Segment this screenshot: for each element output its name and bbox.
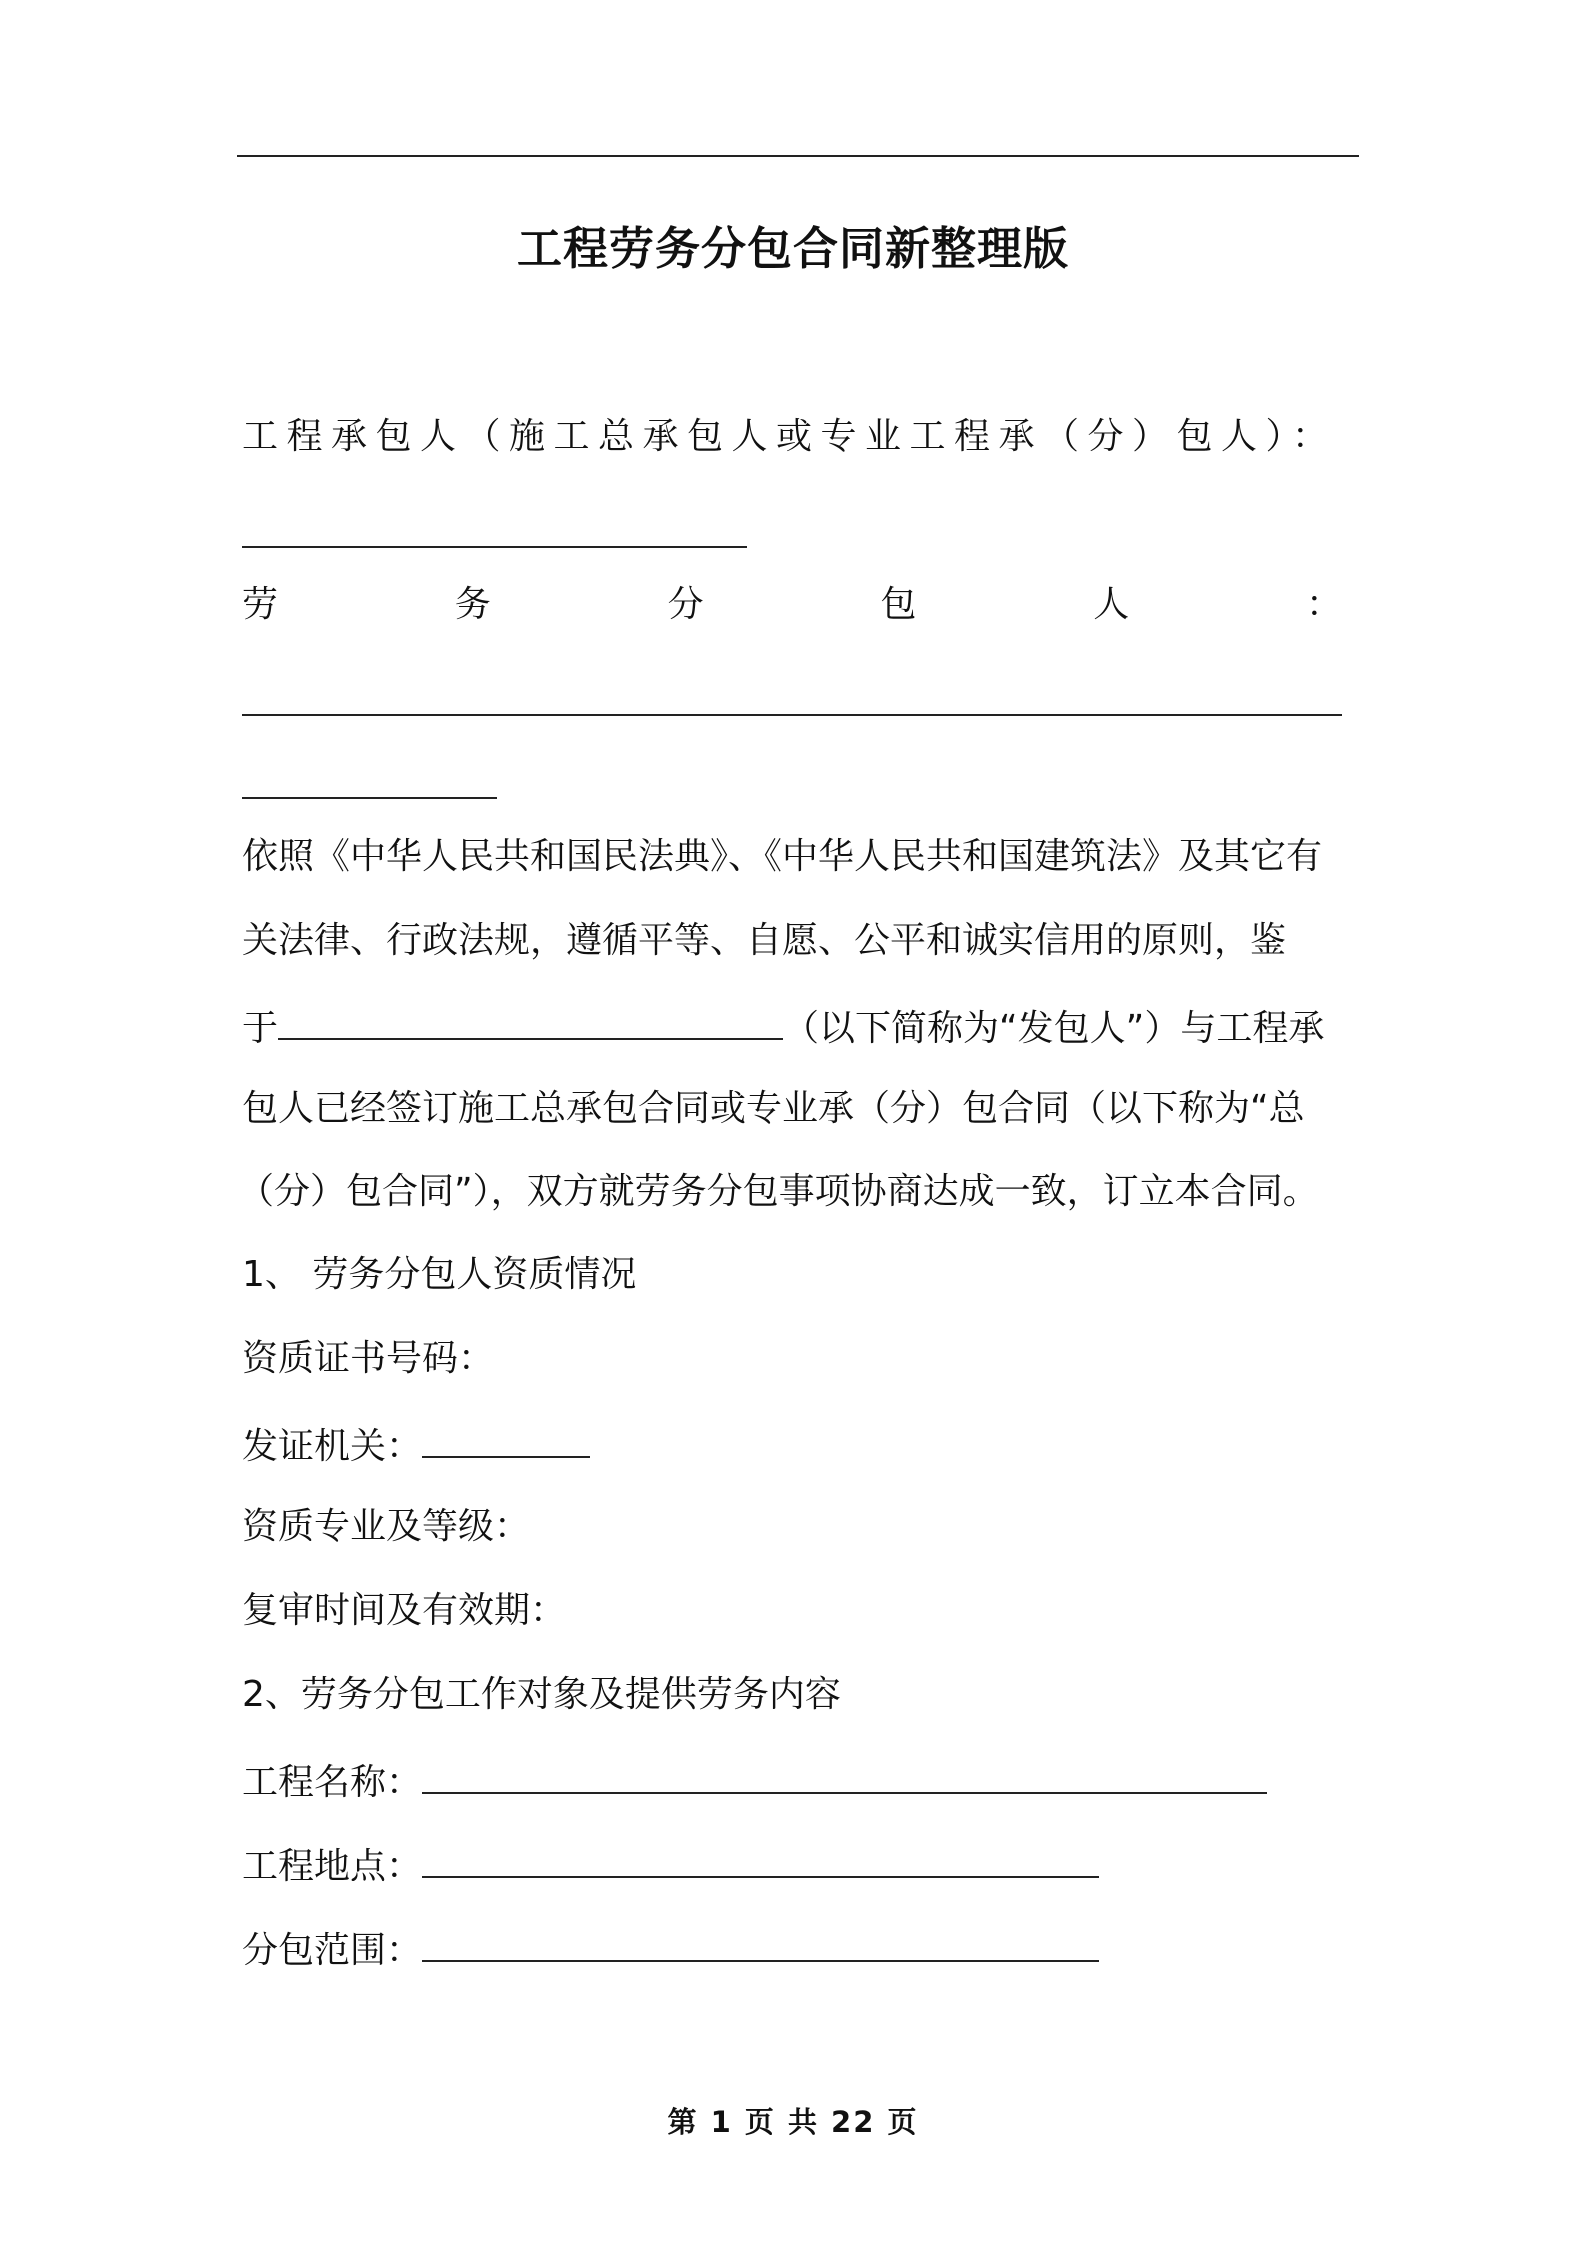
issuer-row xyxy=(242,1418,590,1472)
body-paragraph-line: （分）包合同”），双方就劳务分包事项协商达成一致，订立本合同。 xyxy=(238,1171,1319,1212)
page-footer: 第 1 页 共 22 页 xyxy=(667,2105,919,2139)
issuer-label: 发证机关： xyxy=(242,1426,423,1467)
scope-row xyxy=(242,1922,1099,1976)
project-location-row xyxy=(242,1838,1099,1892)
subcontractor-char: 包 xyxy=(880,584,917,625)
scope-label: 分包范围： xyxy=(242,1930,423,1971)
body-paragraph-line: 包人已经签订施工总承包合同或专业承（分）包合同（以下称为“总 xyxy=(242,1088,1305,1129)
scope-blank[interactable] xyxy=(422,1922,1099,1962)
contractor-blank[interactable] xyxy=(242,546,747,548)
subcontractor-char: 人 xyxy=(1093,584,1130,625)
section-1-heading: 1、 劳务分包人资质情况 xyxy=(242,1254,637,1295)
review-label: 复审时间及有效期： xyxy=(242,1590,567,1631)
subcontractor-char: ： xyxy=(1305,584,1342,625)
body-paragraph-line: 关法律、行政法规，遵循平等、自愿、公平和诚实信用的原则，鉴 xyxy=(242,920,1287,961)
project-location-blank[interactable] xyxy=(422,1838,1099,1878)
subcontractor-char: 分 xyxy=(667,584,704,625)
cert-number-label: 资质证书号码： xyxy=(242,1338,495,1379)
body-text: 于 xyxy=(242,1008,279,1049)
body-text: （以下简称为“发包人”）与工程承 xyxy=(783,1008,1325,1049)
subcontractor-char: 务 xyxy=(454,584,491,625)
project-name-blank[interactable] xyxy=(422,1754,1267,1794)
issuer-blank[interactable] xyxy=(422,1418,590,1458)
employer-name-blank[interactable] xyxy=(278,1000,783,1040)
specialty-label: 资质专业及等级： xyxy=(242,1506,531,1547)
section-2-heading: 2、劳务分包工作对象及提供劳务内容 xyxy=(242,1674,841,1715)
subcontractor-char: 劳 xyxy=(242,584,279,625)
body-paragraph-line: 依照《中华人民共和国民法典》、《中华人民共和国建筑法》及其它有 xyxy=(242,836,1323,877)
header-rule xyxy=(237,155,1359,157)
subcontractor-blank-line-1[interactable] xyxy=(242,714,1342,716)
subcontractor-blank-line-2[interactable] xyxy=(242,797,497,799)
body-paragraph-line xyxy=(242,1000,1324,1054)
project-location-label: 工程地点： xyxy=(242,1846,423,1887)
subcontractor-label xyxy=(242,580,1342,630)
document-title: 工程劳务分包合同新整理版 xyxy=(516,222,1069,275)
project-name-row xyxy=(242,1754,1267,1808)
project-name-label: 工程名称： xyxy=(242,1762,423,1803)
contractor-label: 工程承包人（施工总承包人或专业工程承（分）包人）： xyxy=(242,416,1337,457)
